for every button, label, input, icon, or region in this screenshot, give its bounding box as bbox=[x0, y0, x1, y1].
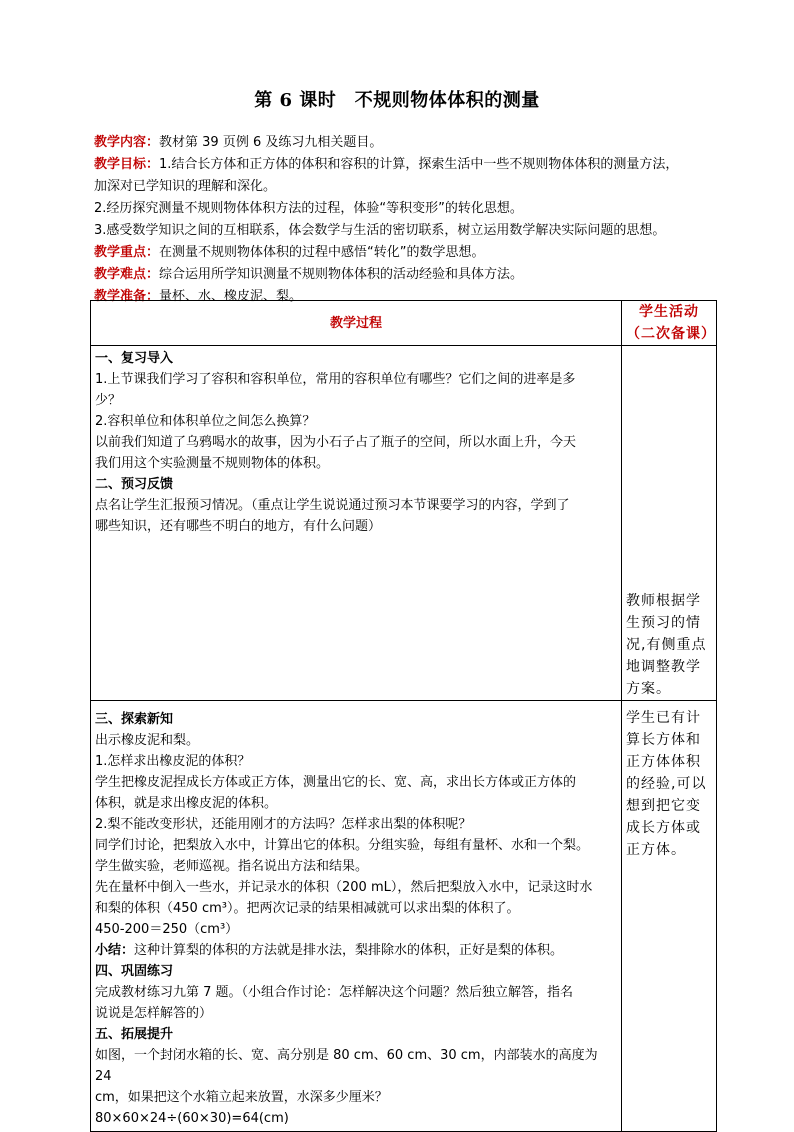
header-student-activity-line2: （二次备课） bbox=[626, 326, 716, 342]
process-cell-1 bbox=[91, 346, 622, 701]
content-row bbox=[94, 132, 724, 154]
side-notes-1 bbox=[622, 346, 717, 701]
summary-text: 这种计算梨的体积的方法就是排水法，梨排除水的体积，正好是梨的体积。 bbox=[134, 943, 564, 958]
header-student-activity bbox=[622, 301, 717, 346]
key-label: 教学重点： bbox=[94, 245, 160, 260]
goal-line: 3.感受数学知识之间的互相联系，体会数学与生活的密切联系，树立运用数学解决实际问题的思想。 bbox=[94, 223, 666, 238]
text-line: 如图，一个封闭水箱的长、宽、高分别是 80 cm、60 cm、30 cm，内部装水的高度为 24 bbox=[95, 1048, 598, 1084]
side-line: 正方体。 bbox=[626, 842, 686, 858]
side-line: 正方体体积 bbox=[626, 754, 701, 770]
text-line: 少？ bbox=[95, 393, 122, 408]
text-line: cm，如果把这个水箱立起来放置，水深多少厘米？ bbox=[95, 1090, 388, 1105]
text-line: 2.容积单位和体积单位之间怎么换算？ bbox=[95, 414, 316, 429]
text-line: 我们用这个实验测量不规则物体的体积。 bbox=[95, 456, 330, 471]
content-label: 教学内容： bbox=[94, 135, 160, 150]
side-line: 地调整教学 bbox=[626, 659, 701, 675]
text-line: 以前我们知道了乌鸦喝水的故事，因为小石子占了瓶子的空间，所以水面上升，今天 bbox=[95, 435, 577, 450]
summary-label: 小结： bbox=[95, 943, 135, 958]
difficulty-text: 综合运用所学知识测量不规则物体体积的活动经验和具体方法。 bbox=[159, 267, 524, 282]
key-text: 在测量不规则物体体积的过程中感悟“转化”的数学思想。 bbox=[159, 245, 485, 260]
text-line: 哪些知识，还有哪些不明白的地方，有什么问题） bbox=[95, 519, 382, 534]
side-line: 学生已有计 bbox=[626, 710, 701, 726]
difficulty-label: 教学难点： bbox=[94, 267, 160, 282]
goal-line: 2.经历探究测量不规则物体体积方法的过程，体验“等积变形”的转化思想。 bbox=[94, 201, 523, 216]
side-line: 算长方体和 bbox=[626, 732, 701, 748]
text-line: 1.上节课我们学习了容积和容积单位，常用的容积单位有哪些？它们之间的进率是多 bbox=[95, 372, 576, 387]
text-line: 点名让学生汇报预习情况。（重点让学生说说通过预习本节课要学习的内容，学到了 bbox=[95, 498, 570, 513]
side-line: 生预习的情 bbox=[626, 615, 701, 631]
side-line: 况,有侧重点 bbox=[626, 637, 707, 653]
side-notes-2 bbox=[622, 701, 717, 1132]
side-line: 想到把它变 bbox=[626, 798, 701, 814]
content-text: 教材第 39 页例 6 及练习九相关题目。 bbox=[159, 135, 383, 150]
header-process: 教学过程 bbox=[91, 301, 622, 346]
goal-row bbox=[94, 154, 724, 176]
side-line: 成长方体或 bbox=[626, 820, 701, 836]
table-row bbox=[91, 346, 717, 701]
header-student-activity-line1: 学生活动 bbox=[639, 304, 699, 320]
key-row bbox=[94, 242, 724, 264]
summary-line bbox=[95, 940, 617, 961]
formula-line: 80×60×24÷(60×30)=64(cm) bbox=[95, 1111, 289, 1126]
section-title: 五、拓展提升 bbox=[95, 1027, 174, 1042]
text-line: 同学们讨论，把梨放入水中，计算出它的体积。分组实验，每组有量杯、水和一个梨。 bbox=[95, 838, 590, 853]
text-line: 说说是怎样解答的） bbox=[95, 1006, 213, 1021]
text-line: 2.梨不能改变形状，还能用刚才的方法吗？怎样求出梨的体积呢？ bbox=[95, 817, 472, 832]
text-line: 450-200＝250（cm³） bbox=[95, 922, 239, 937]
side-line: 教师根据学 bbox=[626, 593, 701, 609]
goal-label: 教学目标： bbox=[94, 157, 160, 172]
text-line: 出示橡皮泥和梨。 bbox=[95, 733, 200, 748]
text-line: 和梨的体积（450 cm³）。把两次记录的结果相减就可以求出梨的体积了。 bbox=[95, 901, 520, 916]
difficulty-row bbox=[94, 264, 724, 286]
prep-text: 量杯、水、橡皮泥、梨。 bbox=[159, 289, 303, 304]
lesson-table bbox=[90, 300, 717, 1132]
section-title: 一、复习导入 bbox=[95, 351, 174, 366]
section-title: 四、巩固练习 bbox=[95, 964, 174, 979]
section-title: 二、预习反馈 bbox=[95, 477, 174, 492]
side-line: 方案。 bbox=[626, 681, 671, 697]
table-header-row bbox=[91, 301, 717, 346]
side-line: 的经验,可以 bbox=[626, 776, 707, 792]
text-line: 完成教材练习九第 7 题。（小组合作讨论：怎样解决这个问题？然后独立解答，指名 bbox=[95, 985, 574, 1000]
goal-text: 1.结合长方体和正方体的体积和容积的计算，探索生活中一些不规则物体体积的测量方法， bbox=[159, 157, 679, 172]
text-line: 学生把橡皮泥捏成长方体或正方体，测量出它的长、宽、高，求出长方体或正方体的 bbox=[95, 775, 577, 790]
text-line: 1.怎样求出橡皮泥的体积？ bbox=[95, 754, 251, 769]
text-line: 先在量杯中倒入一些水，并记录水的体积（200 mL），然后把梨放入水中，记录这时水 bbox=[95, 880, 593, 895]
page-title: 第 6 课时 不规则物体体积的测量 bbox=[254, 90, 540, 111]
goal-line: 加深对已学知识的理解和深化。 bbox=[94, 179, 277, 194]
table-row bbox=[91, 701, 717, 1132]
text-line: 体积，就是求出橡皮泥的体积。 bbox=[95, 796, 278, 811]
text-line: 学生做实验，老师巡视。指名说出方法和结果。 bbox=[95, 859, 369, 874]
process-cell-2 bbox=[91, 701, 622, 1132]
prep-label: 教学准备： bbox=[94, 289, 160, 304]
section-title: 三、探索新知 bbox=[95, 712, 174, 727]
lesson-meta bbox=[94, 132, 724, 308]
